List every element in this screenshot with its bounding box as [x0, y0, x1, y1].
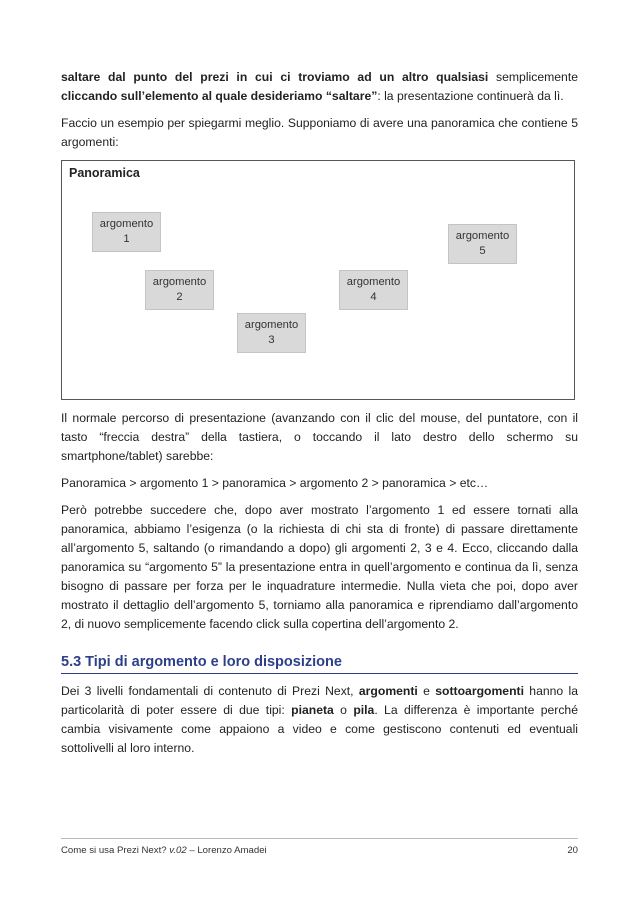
section-bold-argomenti: argomenti: [358, 684, 418, 698]
diagram-title: Panoramica: [69, 166, 140, 180]
argomento-4-label: argomento: [346, 276, 401, 288]
argomento-2-label: argomento: [152, 276, 207, 288]
footer-title-a: Come si usa Prezi Next?: [61, 845, 170, 856]
intro-bold-b: cliccando sull’elemento al quale desideriamo “saltare”: [61, 89, 378, 103]
argomento-3-number: 3: [268, 334, 275, 346]
body-paragraph-5: Però potrebbe succedere che, dopo aver mostrato l’argomento 1 ed essere tornati alla panoramica, abbiamo l’esigenza (o la richiesta di chi sta di fronte) di passare direttamente all’argomento 5, saltando (o rimandando a dopo) gli argomenti 2, 3 e 4. Ecco, cliccando dalla panoramica su “argomento 5” la presentazione entra in quell’argomento e continua da lì, senza bisogno di passare per forza per le inquadrature intermedie. Nulla vieta che poi, dopo aver mostrato il dettaglio dell’argomento 5, torniamo alla panoramica e riprendiamo dall’argomento 2, di nuovo semplicemente facendo click sulla copertina dell’argomento 2.: [61, 503, 578, 631]
body-paragraph-3: Il normale percorso di presentazione (avanzando con il clic del mouse, del puntatore, con il tasto “freccia destra” della tastiera, o toccando il lato destro dello schermo su smartphone/tablet) sarebbe:: [61, 411, 578, 463]
intro-bold-a: saltare dal punto del prezi in cui ci troviamo ad un altro qualsiasi: [61, 70, 489, 84]
argomento-1-number: 1: [123, 233, 130, 245]
page-content: [61, 68, 578, 766]
argomento-3-label: argomento: [244, 319, 299, 331]
body-paragraph-path: Panoramica > argomento 1 > panoramica > argomento 2 > panoramica > etc…: [61, 476, 489, 490]
page-footer: [61, 838, 578, 856]
section-text-b: e: [417, 684, 436, 698]
argomento-3-box[interactable]: [237, 313, 306, 353]
intro-paragraph-1: [61, 68, 578, 106]
section-paragraph: [61, 682, 578, 758]
argomento-1-label: argomento: [99, 218, 154, 230]
section-heading: 5.3 Tipi di argomento e loro disposizione: [61, 654, 578, 674]
intro-plain-a: semplicemente: [488, 70, 578, 84]
argomento-5-box[interactable]: [448, 224, 517, 264]
section-bold-sottoargomenti: sottoargomenti: [435, 684, 524, 698]
argomento-5-label: argomento: [455, 230, 510, 242]
argomento-4-box[interactable]: [339, 270, 408, 310]
section-text-e: . La differenza è importante perché cambia visivamente come appaiono a video e come gestiscono contenuti ed eventuali sottolivelli al loro interno.: [61, 703, 578, 755]
page-number: 20: [567, 845, 578, 856]
footer-version: v.02: [169, 845, 187, 856]
section-text-a: Dei 3 livelli fondamentali di contenuto di Prezi Next,: [61, 684, 359, 698]
intro-paragraph-2: Faccio un esempio per spiegarmi meglio. Supponiamo di avere una panoramica che contiene 5 argomenti:: [61, 116, 578, 149]
argomento-2-box[interactable]: [145, 270, 214, 310]
intro-plain-b: : la presentazione continuerà da lì.: [377, 89, 564, 103]
footer-title-b: – Lorenzo Amadei: [186, 845, 267, 856]
section-bold-pila: pila: [353, 703, 375, 717]
footer-title: [61, 845, 267, 856]
panoramica-diagram: [61, 160, 575, 400]
section-text-c: hanno la particolarità di poter essere di due tipi:: [61, 684, 578, 717]
argomento-4-number: 4: [370, 291, 377, 303]
section-bold-pianeta: pianeta: [291, 703, 334, 717]
section-text-d: o: [333, 703, 354, 717]
argomento-2-number: 2: [176, 291, 183, 303]
argomento-5-number: 5: [479, 245, 486, 257]
argomento-1-box[interactable]: [92, 212, 161, 252]
